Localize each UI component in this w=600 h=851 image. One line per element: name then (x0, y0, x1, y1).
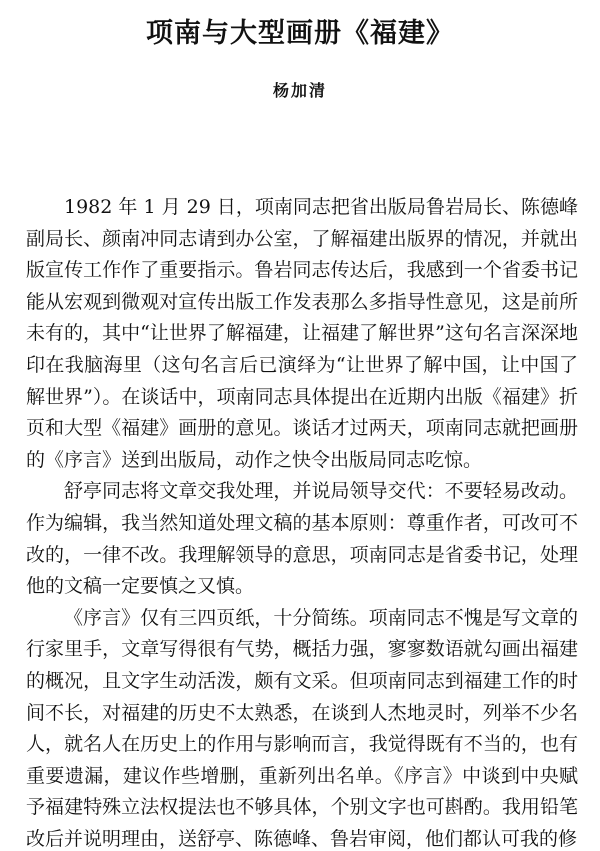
paragraph-2: 舒亭同志将文章交我处理，并说局领导交代：不要轻易改动。作为编辑，我当然知道处理文稿的基本原则：尊重作者，可改可不改的，一律不改。我理解领导的意思，项南同志是省委书记，处理他的文稿一定要慎之又慎。 (26, 480, 578, 598)
author-name: 杨加清 (272, 81, 327, 100)
paragraph-3: 《序言》仅有三四页纸，十分简练。项南同志不愧是写文章的行家里手，文章写得很有气势，概括力强，寥寥数语就勾画出福建的概况，且文字生动活泼，颇有文采。但项南同志到福建工作的时间不长，对福建的历史不太熟悉，在谈到人杰地灵时，列举不少名人，就名人在历史上的作用与影响而言，我觉得既有不当的，也有重要遗漏，建议作些增删，重新列出名单。《序言》中谈到中央赋予福建特殊立法权提法也不够具体，个别文字也可斟酌。我用铅笔改后并说明理由，送舒亭、陈德峰、鲁岩审阅，他们都认可我的修 (26, 606, 578, 850)
paragraph-1: 1982 年 1 月 29 日，项南同志把省出版局鲁岩局长、陈德峰副局长、颜南冲同志请到办公室，了解福建出版界的情况，并就出版宣传工作作了重要指示。鲁岩同志传达后，我感到一个省委书记能从宏观到微观对宣传出版工作发表那么多指导性意见，这是前所未有的，其中“让世界了解福建，让福建了解世界”这句名言深深地印在我脑海里（这句名言后已演绎为“让世界了解中国，让中国了解世界”）。在谈话中，项南同志具体提出在近期内出版《福建》折页和大型《福建》画册的意见。谈话才过两天，项南同志就把画册的《序言》送到出版局，动作之快令出版局同志吃惊。 (26, 196, 578, 471)
article-body (26, 192, 578, 851)
article-title: 项南与大型画册《福建》 (146, 18, 454, 49)
